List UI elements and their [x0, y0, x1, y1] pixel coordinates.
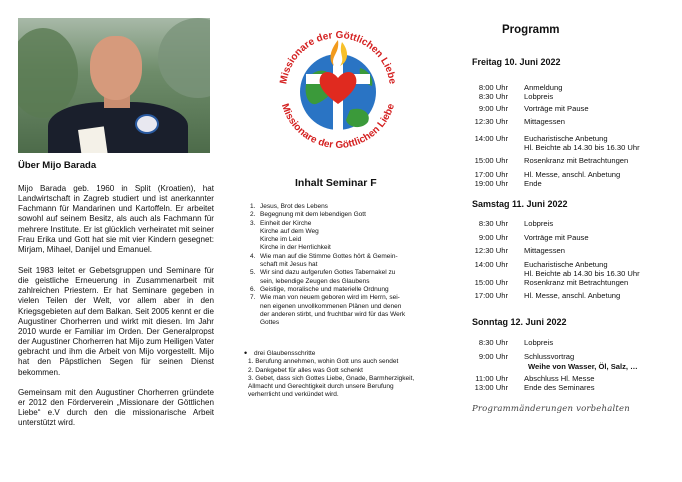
- seminar-topic-number: 2.: [250, 211, 256, 219]
- bio-heading: Über Mijo Barada: [18, 160, 97, 171]
- bio-paragraph-1: Mijo Barada geb. 1960 in Split (Kroatien), hat Landwirtschaft in Zagreb studiert und ist anerkannter Fachmann für Mandarinen und Kartoffeln. Er arbeitet sowohl auf seinem Besitz, als auch als Fachmann für mehrere Institute. Er ist glücklich verheiratet mit seiner Frau Erika und Gott hat sie mit vier Kindern gesegnet: Mirjam, Mihael, Danijel und Emanuel.: [18, 184, 214, 254]
- event-description: Vorträge mit Pause: [524, 233, 589, 242]
- event-description: Mittagessen: [524, 246, 565, 255]
- event-description: Eucharistische Anbetung: [524, 134, 608, 143]
- event-description: Weihe von Wasser, Öl, Salz, …: [528, 362, 638, 371]
- event-description: Hl. Beichte ab 14.30 bis 16.30 Uhr: [524, 143, 640, 152]
- event-description: Rosenkranz mit Betrachtungen: [524, 156, 629, 165]
- event-time: 12:30 Uhr: [474, 117, 508, 126]
- event-time: 15:00 Uhr: [474, 278, 508, 287]
- event-description: Ende des Seminares: [524, 383, 595, 392]
- bio-paragraph-2: Seit 1983 leitet er Gebetsgruppen und Seminare für die geistliche Erneuerung in Zusammenarbeit mit zahlreichen Priestern. Er hat Seminare gegeben in vielen Teilen der Welt, vor allem aber in den Kriegsgebieten auf dem Balkan. Seit 2005 kennt er die Augustiner Chorherren und wirkt mit diesen. Im Jahr 2010 wurde er Familiar im Orden. Der Generalpropst der Augustiner Chorherren hat Mijo zum Heiligen Vater gebracht und ihm die Arbeit von Mijo vorgestellt. Mijo hat den Päpstlichen Segen für seinen Dienst bekommen.: [18, 266, 214, 377]
- speaker-photo: [18, 18, 210, 153]
- event-time: 8:00 Uhr: [478, 83, 508, 92]
- program-day-heading: Freitag 10. Juni 2022: [472, 57, 561, 67]
- seminar-topic-line: Wir sind dazu aufgerufen Gottes Tabernakel zu: [260, 269, 396, 277]
- seminar-topic-line: Begegnung mit dem lebendigen Gott: [260, 211, 366, 219]
- seminar-topic-line: Wie man auf die Stimme Gottes hört & Gemein-: [260, 252, 398, 260]
- program-title: Programm: [502, 24, 560, 36]
- seminar-topic-line: Wie man von neuem geboren wird im Herrn, sei-: [260, 294, 400, 302]
- event-time: 12:30 Uhr: [474, 246, 508, 255]
- program-changes-note: Programmänderungen vorbehalten: [472, 404, 630, 414]
- event-description: Schlussvortrag: [524, 352, 575, 361]
- event-time: 9:00 Uhr: [478, 104, 508, 113]
- seminar-title: Inhalt Seminar F: [295, 177, 377, 189]
- event-description: Lobpreis: [524, 219, 554, 228]
- seminar-topic-line: Kirche in der Herrlichkeit: [260, 244, 331, 252]
- seminar-topic-number: 6.: [250, 285, 256, 293]
- event-description: Hl. Beichte ab 14.30 bis 16.30 Uhr: [524, 269, 640, 278]
- seminar-topic-line: nen eigenen unvollkommenen Plänen und denen: [260, 302, 402, 310]
- event-time: 19:00 Uhr: [474, 179, 508, 188]
- faith-step-line: 2. Dankgebet für alles was Gott schenkt: [248, 366, 363, 374]
- seminar-topic-number: 5.: [250, 269, 256, 277]
- seminar-topic-line: Kirche auf dem Weg: [260, 227, 319, 235]
- seminar-topic-line: Geistige, moralische und materielle Ordnung: [260, 285, 389, 293]
- seminar-topic-line: Kirche im Leid: [260, 236, 302, 244]
- logo-ring-top: Missionare der Göttlichen Liebe: [278, 29, 398, 85]
- program-day-heading: Samstag 11. Juni 2022: [472, 199, 568, 209]
- shirt-logo-icon: [135, 114, 159, 134]
- faith-steps: [244, 350, 424, 400]
- seminar-topic-line: der anderen stirbt, und fruchtbar wird für das Werk: [260, 310, 406, 318]
- seminar-topics-list: [248, 203, 428, 327]
- event-time: 9:00 Uhr: [478, 233, 508, 242]
- program-day-heading: Sonntag 12. Juni 2022: [472, 317, 567, 327]
- seminar-topic-line: sein, lebendige Zeugen des Glaubens: [260, 277, 370, 285]
- seminar-topic: [248, 294, 428, 327]
- faith-steps-heading: • drei Glaubensschritte: [244, 350, 424, 358]
- event-time: 8:30 Uhr: [478, 219, 508, 228]
- seminar-topic: [248, 203, 428, 211]
- event-time: 14:00 Uhr: [474, 134, 508, 143]
- event-time: 9:00 Uhr: [478, 352, 508, 361]
- event-description: Lobpreis: [524, 338, 554, 347]
- event-description: Lobpreis: [524, 92, 554, 101]
- event-time: 15:00 Uhr: [474, 156, 508, 165]
- seminar-topic: [248, 220, 428, 253]
- seminar-topic-line: Einheit der Kirche: [260, 219, 312, 227]
- faith-step-line: 1. Berufung annehmen, wohin Gott uns auch sendet: [248, 358, 399, 366]
- seminar-topic-line: Gottes: [260, 319, 280, 327]
- seminar-topic-line: schaft mit Jesus hat: [260, 261, 318, 269]
- event-description: Abschluss Hl. Messe: [524, 374, 595, 383]
- event-time: 17:00 Uhr: [474, 170, 508, 179]
- seminar-topic-number: 1.: [250, 203, 256, 210]
- event-description: Rosenkranz mit Betrachtungen: [524, 278, 629, 287]
- seminar-topic: [248, 286, 428, 294]
- event-description: Anmeldung: [524, 83, 563, 92]
- event-description: Ende: [524, 179, 542, 188]
- event-time: 11:00 Uhr: [475, 374, 508, 383]
- missionare-logo: [268, 20, 408, 160]
- seminar-topic: [248, 269, 428, 286]
- event-description: Mittagessen: [524, 117, 565, 126]
- event-description: Vorträge mit Pause: [524, 104, 589, 113]
- seminar-topic-number: 7.: [250, 294, 256, 302]
- event-time: 17:00 Uhr: [474, 291, 508, 300]
- event-time: 13:00 Uhr: [474, 383, 508, 392]
- event-description: Hl. Messe, anschl. Anbetung: [524, 291, 621, 300]
- logo-ring-bottom: Missionare der Göttlichen Liebe: [278, 102, 397, 152]
- event-description: Hl. Messe, anschl. Anbetung: [524, 170, 621, 179]
- event-time: 8:30 Uhr: [478, 338, 508, 347]
- faith-step-line: 3. Gebet, dass sich Gottes Liebe, Gnade, Barmherzigkeit,: [248, 374, 415, 382]
- seminar-topic: [248, 253, 428, 270]
- seminar-topic-number: 3.: [250, 219, 256, 227]
- seminar-topic-number: 4.: [250, 252, 256, 260]
- event-time: 14:00 Uhr: [474, 260, 508, 269]
- seminar-topic-line: Jesus, Brot des Lebens: [260, 203, 328, 210]
- faith-step-line: verherrlicht und verkündet wird.: [248, 391, 339, 399]
- seminar-topic: [248, 211, 428, 219]
- event-time: 8:30 Uhr: [478, 92, 508, 101]
- faith-step-line: Allmacht und Gerechtigkeit durch unsere Berufung: [248, 383, 394, 391]
- event-description: Eucharistische Anbetung: [524, 260, 608, 269]
- bio-paragraph-3: Gemeinsam mit den Augustiner Chorherren gründete er 2012 den Förderverein „Missionare der Göttlichen Liebe“ e.V durch den die missionarische Arbeit unterstützt wird.: [18, 388, 214, 428]
